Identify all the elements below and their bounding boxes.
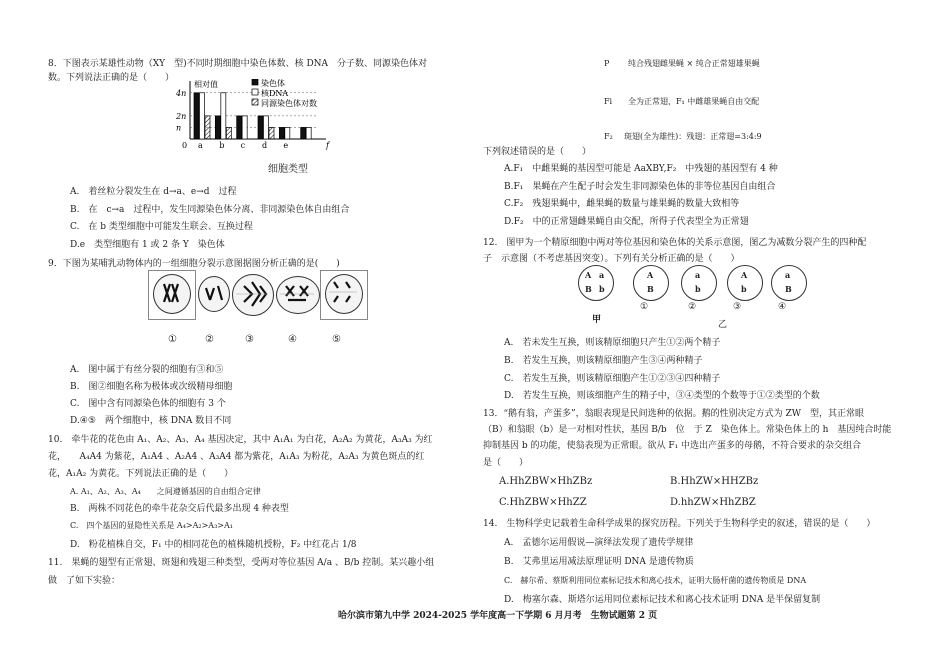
q8-bar-chart <box>168 79 338 151</box>
chart-bar <box>285 127 290 139</box>
chart-bar <box>306 127 311 139</box>
q14-option-c: C. 赫尔希、蔡斯利用同位素标记技术和离心技术，证明大肠杆菌的遗传物质是 DNA <box>504 576 807 585</box>
chart-ytick-label: 2n <box>176 111 187 121</box>
q12-cell-3: A b <box>727 265 763 301</box>
q9-label-3: ③ <box>245 334 254 345</box>
q9-label-4: ④ <box>288 334 297 345</box>
chart-bar <box>258 116 263 139</box>
q10-line1: 10. 牵牛花的花色由 A₁、A₂、A₃、A₄ 基因决定，其中 A₁A₁ 为白花，A₂A₂ 为黄花，A₃A₃ 为红 <box>48 435 433 445</box>
q13-line2: （B）和翁眼（b）是一对相对性状，基因 B/b 位 于 Z 染色体上。常染色体上的 h 基因纯合时能 <box>483 425 892 435</box>
q9-stem: 9．下图为某哺乳动物体内的一组细胞分裂示意图据图分析正确的是( ) <box>48 259 340 269</box>
chart-ytick-label: 4n <box>176 88 187 98</box>
q13-line3: 抑制基因 b 的功能，使翁表现为正常眼。欲从 F₁ 中选出产蛋多的母鹅，不符合要求的杂交组合 <box>483 441 862 451</box>
q12-cell-4: a B <box>771 265 807 301</box>
q11-option-b: B.F₁ 果蝇在产生配子时会发生非同源染色体的非等位基因自由组合 <box>504 182 776 192</box>
q10-option-b: B. 两株不同花色的牵牛花杂交后代最多出现 4 种表型 <box>70 504 289 514</box>
q9-cell-figure <box>148 270 368 322</box>
chart-bar <box>215 116 220 139</box>
q8-option-c: C. 在 b 类型细胞中可能发生联会、互换过程 <box>70 222 253 232</box>
q12-label-jia: 甲 <box>592 315 602 325</box>
q12-option-b: B. 若发生互换，则该精原细胞产生③④两种精子 <box>504 356 703 366</box>
chart-ytick-label: n <box>176 123 182 133</box>
q10-option-a: A. A₁、A₂、A₃、A₄ 之间遵循基因的自由组合定律 <box>70 487 261 496</box>
q12-option-d: D. 若发生互换，则该细胞产生的精子中，③④类型的个数等于①②类型的个数 <box>504 391 820 401</box>
q9-option-c: C. 图中含有同源染色体的细胞有 3 个 <box>70 399 226 409</box>
q11-f2-text: 斑翅(全为雄性)：残翅：正常翅=3:4:9 <box>624 132 762 141</box>
chart-bar <box>221 93 226 139</box>
chart-bar <box>242 116 247 139</box>
q12-label-4: ④ <box>778 302 787 312</box>
q11-option-a: A.F₁ 中雌果蝇的基因型可能是 AaXBY,F₂ 中残翅的基因型有 4 种 <box>504 164 778 174</box>
q8-option-b: B. 在 c→a 过程中，发生同源染色体分离、非同源染色体自由组合 <box>70 205 350 215</box>
q12-label-2: ② <box>688 302 697 312</box>
q9-label-5: ⑤ <box>332 334 341 345</box>
q13-option-c: C.HhZBW×HhZZ <box>499 497 587 508</box>
q12-line2: 子 示意图（不考虑基因突变）。下列有关分析正确的是（ ） <box>483 254 740 264</box>
q11-f1-label: Fi <box>604 97 613 106</box>
q14-option-d: D. 梅塞尔森、斯塔尔运用同位素标记技术和离心技术证明 DNA 是半保留复制 <box>504 595 821 605</box>
q8-chart-title: 细胞类型 <box>268 164 308 175</box>
q9-label-1: ① <box>168 334 177 345</box>
chart-bar <box>200 93 205 139</box>
chart-xtick-label: e <box>283 141 289 150</box>
q10-line3: 花，A₁A₂ 为黄花。下列说法正确的是（ ） <box>48 469 234 479</box>
q13-line4: 是（ ） <box>483 458 529 468</box>
q12-cell-2: a b <box>681 265 717 301</box>
q9-label-2: ② <box>205 334 214 345</box>
q12-option-c: C. 若发生互换，则该精原细胞产生①②③④四种精子 <box>504 374 721 384</box>
chart-xtick-label: d <box>262 141 268 150</box>
chart-bar <box>194 93 199 139</box>
chart-legend-label: 染色体 <box>261 79 285 88</box>
chart-legend-label: 核DNA <box>261 89 289 98</box>
chart-bar <box>279 127 284 139</box>
q11-question: 下列叙述错误的是（ ） <box>483 147 592 157</box>
q11-f2-label: F₂ <box>604 132 613 141</box>
chart-legend-label: 同源染色体对数 <box>261 99 317 108</box>
q11-p-text: 纯合残翅雌果蝇 × 纯合正常翅雄果蝇 <box>628 59 760 68</box>
chart-origin-label: 0 <box>182 141 188 150</box>
q14-stem: 14. 生物科学史记载着生命科学成果的探究历程。下列关于生物科学史的叙述，错误的是（ ） <box>483 519 876 529</box>
q9-option-a: A. 图中属于有丝分裂的细胞有③和⑤ <box>70 365 224 375</box>
q13-option-d: D.hhZW×HhZBZ <box>670 497 756 508</box>
q11-option-c: C.F₂ 残翅果蝇中，雌果蝇的数量与雄果蝇的数量大致相等 <box>504 199 740 209</box>
chart-bar <box>226 127 231 139</box>
chart-xtick-label: a <box>198 141 203 150</box>
q13-line1: 13．“鹅有翁，产蛋多”，翁眼表现是民间选种的依据。鹅的性别决定方式为 ZW 型，其正常眼 <box>483 409 865 419</box>
chart-legend-swatch <box>252 79 258 85</box>
q12-cell-jia: A a B b <box>578 265 614 301</box>
chart-bar <box>301 127 306 139</box>
q10-option-d: D. 粉花植株自交，F₁ 中的相同花色的植株随机授粉，F₂ 中红花占 1/8 <box>70 540 357 550</box>
q11-line2: 做 了如下实验： <box>48 576 121 586</box>
q8-stem-line2: 数。下列说法正确的是（ ） <box>48 73 175 83</box>
q11-option-d: D.F₂ 中的正常翅雌果蝇自由交配，所得子代表型全为正常翅 <box>504 217 749 227</box>
chart-legend-swatch <box>252 89 258 95</box>
q13-option-a: A.HhZBW×HhZBz <box>499 476 593 487</box>
chart-bar <box>237 116 242 139</box>
q9-option-d: D.④⑤ 两个细胞中，核 DNA 数目不同 <box>70 416 232 426</box>
q8-option-a: A. 着丝粒分裂发生在 d→a、e→d 过程 <box>70 187 237 197</box>
q8-stem-line1: 8．下图表示某雄性动物（XY 型)不同时期细胞中染色体数、核 DNA 分子数、同源染色体对 <box>48 59 428 69</box>
q12-label-yi: 乙 <box>718 320 728 330</box>
q14-option-b: B. 艾弗里运用减法原理证明 DNA 是遗传物质 <box>504 557 694 567</box>
q11-line1: 11. 果蝇的翅型有正常翅、斑翅和残翅三种类型，受两对等位基因 A/a 、B/b 控制。某兴趣小组 <box>48 558 435 568</box>
q12-label-1: ① <box>640 302 649 312</box>
q8-option-d: D.e 类型细胞有 1 或 2 条 Y 染色体 <box>70 240 225 250</box>
q10-line2: 花， A₄A4 为紫花，A₁A4 、A₂A4 、A₃A4 都为紫花，A₁A₃ 为粉花，A₂A₃ 为黄色斑点的红 <box>48 452 425 462</box>
q11-f1-text: 全为正常翅，F₁ 中雌雄果蝇自由交配 <box>628 97 760 106</box>
chart-bar <box>264 116 269 139</box>
q11-p-label: P <box>604 59 610 68</box>
q9-option-b: B. 图②细胞名称为极体或次级精母细胞 <box>70 382 233 392</box>
chart-bar <box>205 116 210 139</box>
chart-legend-swatch <box>252 99 258 105</box>
page-footer: 哈尔滨市第九中学 2024-2025 学年度高一下学期 6 月月考 生物试题第 2 页 <box>338 611 658 621</box>
q13-option-b: B.HhZW×HHZBz <box>670 476 759 487</box>
q12-label-3: ③ <box>733 302 742 312</box>
q10-option-c: C. 四个基因的显隐性关系是 A₄>A₂>A₃>A₁ <box>70 521 233 530</box>
chart-xtick-label: b <box>219 141 225 150</box>
chart-x-arrow-label: f <box>326 141 329 150</box>
chart-ylabel: 相对值 <box>194 80 218 89</box>
q12-option-a: A. 若未发生互换，则该精原细胞只产生①②两个精子 <box>504 338 721 348</box>
q12-line1: 12. 图甲为一个精原细胞中两对等位基因和染色体的关系示意图，图乙为减数分裂产生的四种配 <box>483 238 867 248</box>
chart-bar <box>269 127 274 139</box>
chart-xtick-label: c <box>240 141 246 150</box>
q12-cell-1: A B <box>633 265 669 301</box>
q14-option-a: A. 孟德尔运用假说—演绎法发现了遗传学规律 <box>504 538 694 548</box>
